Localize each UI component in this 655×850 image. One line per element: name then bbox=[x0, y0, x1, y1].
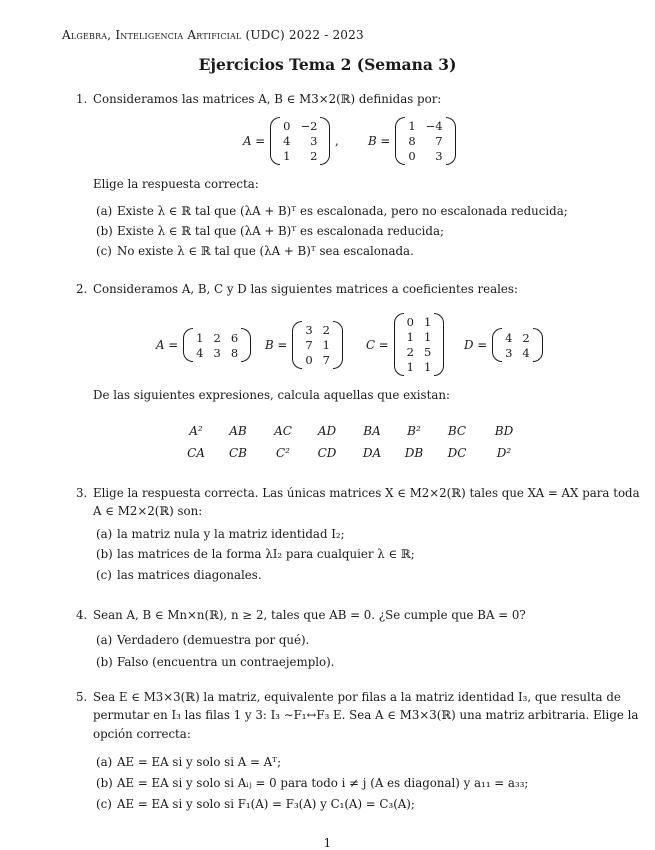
matrix-name: D = bbox=[464, 338, 488, 352]
expression: CD bbox=[317, 446, 337, 460]
option-label: (a) bbox=[96, 755, 113, 769]
option-label: (c) bbox=[96, 244, 112, 258]
matrix-cell: 1 bbox=[406, 360, 414, 374]
matrix-cell: 4 bbox=[522, 345, 530, 360]
matrix-cell: 0 bbox=[408, 149, 416, 163]
exercise-1-prompt: Elige la respuesta correcta: bbox=[93, 177, 259, 191]
option-label: (c) bbox=[96, 568, 112, 582]
expression: BA bbox=[363, 424, 381, 438]
option-label: (a) bbox=[96, 633, 113, 647]
expression: D² bbox=[496, 446, 512, 460]
matrix-cell: 1 bbox=[424, 315, 432, 329]
matrix-cell: 4 bbox=[196, 345, 204, 360]
exercise-1-statement: Consideramos las matrices A, B ∈ M3×2(ℝ) definidas por: bbox=[93, 92, 442, 106]
matrix-cell: 6 bbox=[230, 330, 239, 345]
exercise-3-statement-line-2: A ∈ M2×2(ℝ) son: bbox=[93, 504, 203, 518]
option-label: (b) bbox=[96, 776, 113, 790]
matrix-cell: 2 bbox=[522, 330, 530, 345]
exercise-5-statement-line-3: opción correcta: bbox=[93, 727, 191, 741]
expression: CB bbox=[229, 446, 247, 460]
option-text: AE = EA si y solo si Aᵢⱼ = 0 para todo i ≠ j (A es diagonal) y a₁₁ = a₃₃; bbox=[117, 776, 529, 790]
matrix-cell: 1 bbox=[424, 360, 432, 374]
matrix-cell: −2 bbox=[300, 119, 318, 133]
expression: DC bbox=[447, 446, 467, 460]
exercise-4-number: 4. bbox=[76, 608, 88, 622]
exercise-3-option-a bbox=[96, 527, 345, 541]
left-paren bbox=[270, 117, 280, 165]
exercise-3-option-c bbox=[96, 568, 262, 582]
matrix-separator: , bbox=[335, 134, 339, 148]
exercise-4-statement: Sean A, B ∈ Mn×n(ℝ), n ≥ 2, tales que AB = 0. ¿Se cumple que BA = 0? bbox=[93, 608, 526, 622]
matrix-cell: 2 bbox=[322, 323, 330, 337]
option-label: (a) bbox=[96, 204, 113, 218]
matrix-cell: 3 bbox=[305, 323, 313, 337]
left-paren bbox=[394, 313, 404, 376]
matrix-cell: 3 bbox=[435, 149, 443, 163]
ex2-matrix-a bbox=[156, 328, 251, 362]
exercise-1-option-b bbox=[96, 224, 444, 238]
option-text: AE = EA si y solo si F₁(A) = F₃(A) y C₁(A) = C₃(A); bbox=[117, 797, 415, 811]
matrix-cell: 1 bbox=[196, 330, 204, 345]
exercise-2-prompt: De las siguientes expresiones, calcula aquellas que existan: bbox=[93, 388, 450, 402]
option-text: Existe λ ∈ ℝ tal que (λA + B)ᵀ es escalonada reducida; bbox=[117, 224, 444, 238]
matrix-cell: 1 bbox=[406, 330, 414, 344]
left-paren bbox=[292, 321, 302, 369]
right-paren bbox=[434, 313, 444, 376]
right-paren bbox=[241, 328, 251, 362]
ex2-matrix-c bbox=[366, 313, 444, 376]
exercise-2-number: 2. bbox=[76, 282, 88, 296]
ex2-matrix-d bbox=[464, 328, 543, 362]
exercise-5-option-c bbox=[96, 797, 415, 811]
exercise-5-statement-line-2: permutar en I₃ las filas 1 y 3: I₃ ∼F₁↔F₃ E. Sea A ∈ M3×3(ℝ) una matriz arbitraria. Elige la bbox=[93, 708, 639, 722]
matrix-cell: 7 bbox=[435, 134, 443, 148]
matrix-cell: 4 bbox=[283, 134, 291, 148]
expression: DB bbox=[404, 446, 424, 460]
matrix-cell: 8 bbox=[408, 134, 416, 148]
exercise-3-statement-line-1: Elige la respuesta correcta. Las únicas matrices X ∈ M2×2(ℝ) tales que XA = AX para toda bbox=[93, 486, 640, 500]
ex1-matrix-a bbox=[243, 117, 330, 165]
matrix-name: C = bbox=[366, 337, 389, 352]
exercise-5-option-b bbox=[96, 776, 528, 790]
matrix-cell: 1 bbox=[424, 330, 432, 344]
right-paren bbox=[446, 117, 456, 165]
matrix-cell: 4 bbox=[505, 330, 513, 345]
right-paren bbox=[333, 321, 343, 369]
matrix-cell: 2 bbox=[213, 330, 221, 345]
matrix-cell: 3 bbox=[213, 345, 221, 360]
ex2-matrix-b bbox=[265, 321, 343, 369]
ex1-matrix-b bbox=[368, 117, 456, 165]
option-text: Verdadero (demuestra por qué). bbox=[117, 633, 310, 647]
matrix-cell: 2 bbox=[310, 149, 318, 163]
exercise-2-statement: Consideramos A, B, C y D las siguientes matrices a coeficientes reales: bbox=[93, 282, 518, 296]
exercise-4-option-b bbox=[96, 655, 334, 669]
matrix-cell: 3 bbox=[310, 134, 318, 148]
matrix-cell: 7 bbox=[305, 338, 313, 352]
matrix-name: A = bbox=[156, 338, 179, 352]
expression: BC bbox=[447, 424, 467, 438]
option-label: (b) bbox=[96, 224, 113, 238]
matrix-name: A = bbox=[243, 134, 266, 148]
exercise-1-option-a bbox=[96, 204, 568, 218]
option-text: las matrices de la forma λI₂ para cualquier λ ∈ ℝ; bbox=[117, 547, 415, 561]
matrix-name: B = bbox=[368, 134, 391, 148]
exercise-5-option-a bbox=[96, 755, 281, 769]
exercise-3-number: 3. bbox=[76, 486, 88, 500]
exercise-3-option-b bbox=[96, 547, 415, 561]
matrix-cell: 1 bbox=[322, 338, 330, 352]
option-text: Falso (encuentra un contraejemplo). bbox=[117, 655, 335, 669]
matrix-name: B = bbox=[265, 338, 288, 352]
left-paren bbox=[395, 117, 405, 165]
option-label: (a) bbox=[96, 527, 113, 541]
expression: A² bbox=[189, 424, 203, 438]
matrix-cell: −4 bbox=[425, 119, 443, 133]
expression: CA bbox=[187, 446, 205, 460]
expression: DA bbox=[362, 446, 382, 460]
matrix-cell: 0 bbox=[406, 315, 414, 329]
exercise-5-number: 5. bbox=[76, 690, 88, 704]
matrix-cell: 2 bbox=[406, 345, 414, 359]
exercise-1-option-c bbox=[96, 244, 414, 258]
option-label: (c) bbox=[96, 797, 112, 811]
expression: AC bbox=[274, 424, 292, 438]
option-text: la matriz nula y la matriz identidad I₂; bbox=[117, 527, 345, 541]
left-paren bbox=[183, 328, 193, 362]
matrix-cell: 5 bbox=[424, 345, 432, 359]
option-text: AE = EA si y solo si A = Aᵀ; bbox=[117, 755, 282, 769]
exercise-5-statement-line-1: Sea E ∈ M3×3(ℝ) la matriz, equivalente por filas a la matriz identidad I₃, que resulta de bbox=[93, 690, 621, 704]
document-title: Ejercicios Tema 2 (Semana 3) bbox=[198, 55, 457, 74]
expression: B² bbox=[407, 424, 421, 438]
matrix-cell: 7 bbox=[322, 353, 330, 367]
expression: AD bbox=[317, 424, 337, 438]
option-label: (b) bbox=[96, 655, 113, 669]
left-paren bbox=[492, 328, 502, 362]
option-text: Existe λ ∈ ℝ tal que (λA + B)ᵀ es escalonada, pero no escalonada reducida; bbox=[117, 204, 568, 218]
matrix-cell: 8 bbox=[230, 345, 239, 360]
right-paren bbox=[533, 328, 543, 362]
option-text: No existe λ ∈ ℝ tal que (λA + B)ᵀ sea escalonada. bbox=[117, 244, 414, 258]
page-number: 1 bbox=[323, 836, 332, 850]
matrix-cell: 1 bbox=[408, 119, 416, 133]
exercise-1-number: 1. bbox=[76, 92, 88, 106]
right-paren bbox=[320, 117, 330, 165]
matrix-cell: 3 bbox=[505, 345, 513, 360]
document-header: Algebra, Inteligencia Artificial (UDC) 2022 - 2023 bbox=[62, 28, 364, 42]
expression: C² bbox=[276, 446, 290, 460]
expression: BD bbox=[494, 424, 514, 438]
expression: AB bbox=[229, 424, 247, 438]
option-label: (b) bbox=[96, 547, 113, 561]
option-text: las matrices diagonales. bbox=[117, 568, 262, 582]
exercise-4-option-a bbox=[96, 633, 309, 647]
matrix-cell: 1 bbox=[283, 149, 291, 163]
matrix-cell: 0 bbox=[305, 353, 313, 367]
matrix-cell: 0 bbox=[283, 119, 291, 133]
